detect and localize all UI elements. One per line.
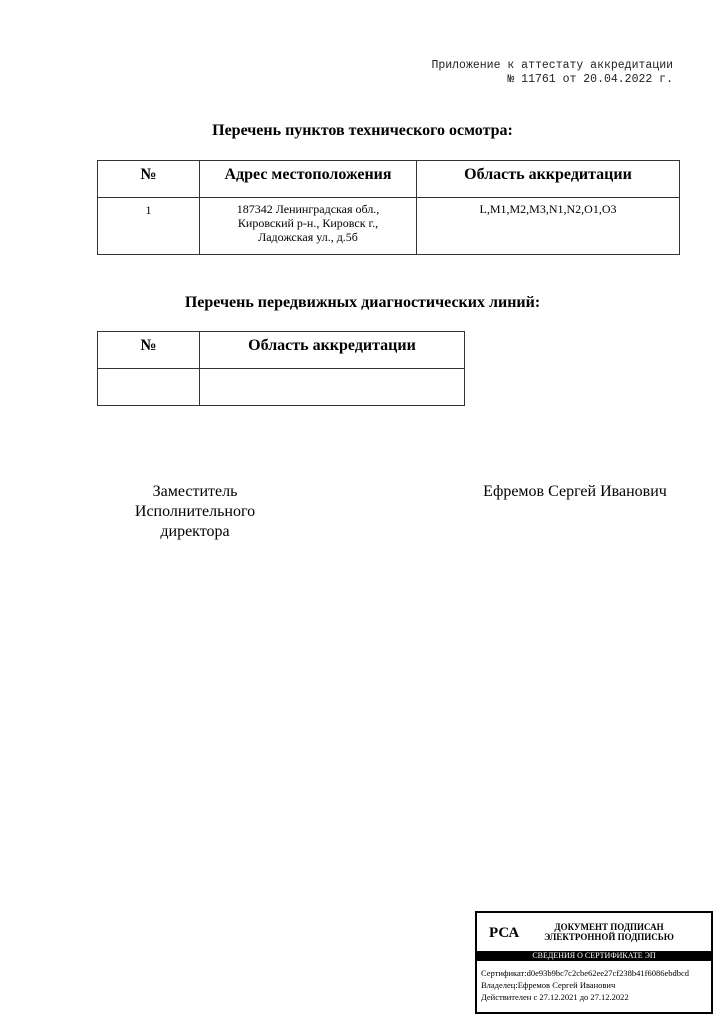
inspection-points-table bbox=[97, 160, 680, 255]
column-header-number: № bbox=[98, 332, 200, 369]
stamp-heading-line2: ЭЛЕКТРОННОЙ ПОДПИСЬЮ bbox=[544, 932, 674, 942]
position-line: Заместитель bbox=[152, 483, 238, 500]
column-header-scope: Область аккредитации bbox=[200, 332, 465, 369]
row-number bbox=[98, 369, 200, 406]
column-header-scope: Область аккредитации bbox=[417, 161, 680, 198]
certificate-info-band: СВЕДЕНИЯ О СЕРТИФИКАТЕ ЭП bbox=[477, 951, 711, 961]
row-address bbox=[200, 198, 417, 255]
position-line: Исполнительного bbox=[134, 503, 256, 520]
position-line: директора bbox=[160, 523, 230, 540]
address-line: Ладожская ул., д.5б bbox=[258, 230, 358, 244]
column-header-address: Адрес местоположения bbox=[200, 161, 417, 198]
address-line: 187342 Ленинградская обл., bbox=[236, 202, 380, 216]
table-header-row bbox=[98, 332, 465, 369]
electronic-signature-stamp bbox=[475, 911, 713, 1014]
signatory-name: Ефремов Сергей Иванович bbox=[483, 483, 667, 500]
row-number: 1 bbox=[98, 198, 200, 255]
stamp-heading bbox=[539, 922, 679, 942]
inspection-points-title: Перечень пунктов технического осмотра: bbox=[212, 122, 513, 139]
row-scope bbox=[200, 369, 465, 406]
rsa-logo: РСА bbox=[489, 925, 520, 941]
stamp-heading-line1: ДОКУМЕНТ ПОДПИСАН bbox=[554, 922, 664, 932]
attachment-header bbox=[431, 59, 673, 87]
table-row bbox=[98, 369, 465, 406]
table-header-row bbox=[98, 161, 680, 198]
table-row bbox=[98, 198, 680, 255]
attachment-header-line1: Приложение к аттестату аккредитации bbox=[431, 59, 673, 72]
column-header-number: № bbox=[98, 161, 200, 198]
attachment-header-line2: № 11761 от 20.04.2022 г. bbox=[507, 73, 673, 86]
certificate-serial: Сертификат:d0e93b9bc7c2cbe62ee27cf238b41f6086ebdbcd bbox=[481, 968, 690, 978]
certificate-owner: Владелец:Ефремов Сергей Иванович bbox=[481, 980, 616, 990]
row-scope: L,M1,M2,M3,N1,N2,O1,O3 bbox=[417, 198, 680, 255]
certificate-validity: Действителен с 27.12.2021 до 27.12.2022 bbox=[481, 992, 629, 1002]
signatory-position bbox=[110, 482, 280, 542]
mobile-lines-title: Перечень передвижных диагностических линий: bbox=[184, 294, 541, 311]
mobile-lines-table bbox=[97, 331, 465, 406]
address-line: Кировский р-н., Кировск г., bbox=[237, 216, 379, 230]
